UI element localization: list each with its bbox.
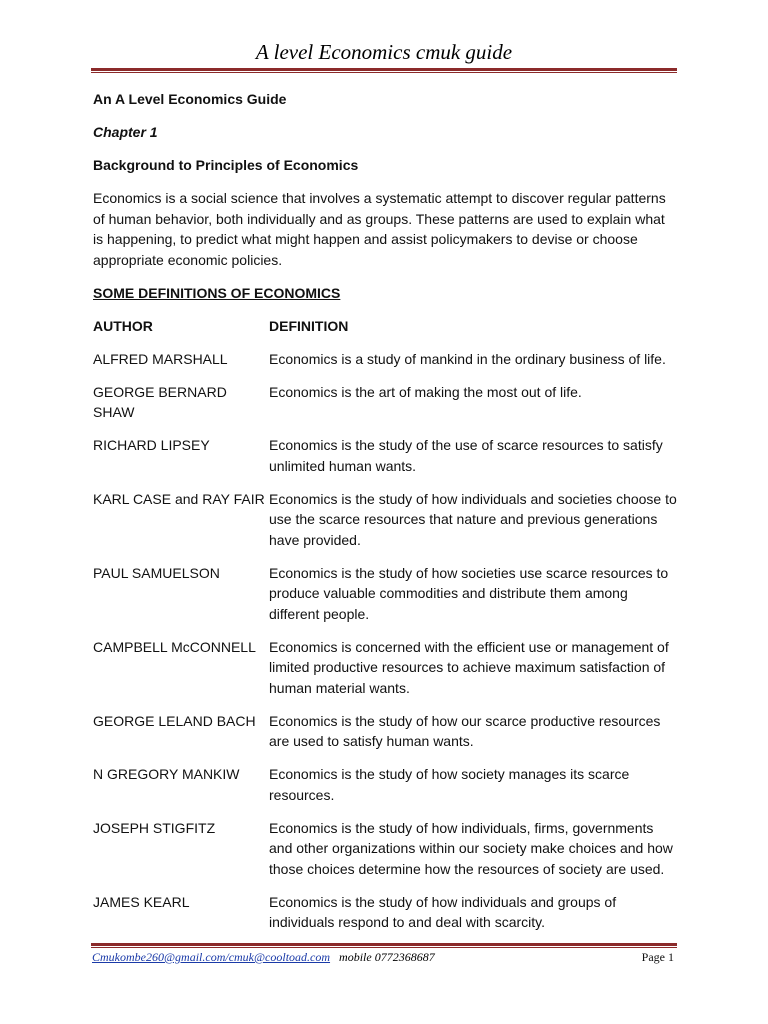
definition-row: [93, 711, 678, 752]
document-body: [93, 89, 678, 945]
definition-text: Economics is the art of making the most out of life.: [269, 383, 582, 400]
intro-paragraph: Economics is a social science that involves a systematic attempt to discover regular patterns of human behavior, both individually and as groups. These patterns are used to explain what is happening, to predict what might happen and assist policymakers to devise or choose appropriate economic policies.: [93, 190, 666, 268]
definition-row: [93, 637, 678, 699]
definitions-header-row: [93, 316, 678, 337]
author-name: JAMES KEARL: [93, 893, 190, 910]
definition-row: [93, 764, 678, 805]
definition-row: [93, 818, 678, 880]
definition-text: Economics is concerned with the efficient use or management of limited productive resources to achieve maximum satisfaction of human material wants.: [269, 638, 669, 696]
author-name: GEORGE LELAND BACH: [93, 712, 256, 729]
definition-row: [93, 563, 678, 625]
definition-text: Economics is the study of how individuals and societies choose to use the scarce resources that nature and previous generations have provided.: [269, 490, 677, 548]
definition-row: [93, 435, 678, 476]
author-name: CAMPBELL McCONNELL: [93, 638, 256, 655]
definition-text: Economics is the study of how societies use scarce resources to produce valuable commodities and distribute them among different people.: [269, 564, 669, 622]
footer-contact: [92, 950, 435, 965]
definitions-table: [93, 349, 678, 933]
definition-text: Economics is a study of mankind in the ordinary business of life.: [269, 350, 666, 367]
definition-text: Economics is the study of the use of scarce resources to satisfy unlimited human wants.: [269, 437, 663, 474]
author-name: ALFRED MARSHALL: [93, 350, 228, 367]
contact-email-link[interactable]: Cmukombe260@gmail.com/cmuk@cooltoad.com: [92, 950, 331, 964]
definition-row: [93, 489, 678, 551]
definition-text: Economics is the study of how society manages its scarce resources.: [269, 766, 630, 803]
definition-column-header: DEFINITION: [269, 317, 349, 334]
definitions-heading: SOME DEFINITIONS OF ECONOMICS: [93, 284, 341, 301]
section-title: Background to Principles of Economics: [93, 157, 359, 173]
mobile-number: mobile 0772368687: [339, 950, 435, 964]
author-name: KARL CASE and RAY FAIR: [93, 490, 265, 507]
page-header-title: A level Economics cmuk guide: [255, 40, 513, 64]
author-name: JOSEPH STIGFITZ: [93, 819, 216, 836]
definition-text: Economics is the study of how individuals, firms, governments and other organizations within our society make choices and how those choices determine how the resources of society are used.: [269, 819, 673, 877]
author-name: PAUL SAMUELSON: [93, 564, 220, 581]
author-name: N GREGORY MANKIW: [93, 766, 240, 782]
chapter-label: Chapter 1: [93, 124, 158, 140]
header-divider: [91, 68, 677, 73]
definition-row: [93, 382, 678, 423]
footer-divider: [91, 943, 677, 948]
definition-text: Economics is the study of how our scarce productive resources are used to satisfy human wants.: [269, 712, 661, 749]
author-name: GEORGE BERNARD SHAW: [93, 383, 227, 420]
definition-row: [93, 349, 678, 370]
guide-title: An A Level Economics Guide: [93, 91, 287, 107]
page-number: Page 1: [641, 950, 674, 964]
definition-row: [93, 892, 678, 933]
author-name: RICHARD LIPSEY: [93, 437, 210, 453]
author-column-header: AUTHOR: [93, 317, 153, 334]
definition-text: Economics is the study of how individuals and groups of individuals respond to and deal with scarcity.: [269, 893, 617, 930]
